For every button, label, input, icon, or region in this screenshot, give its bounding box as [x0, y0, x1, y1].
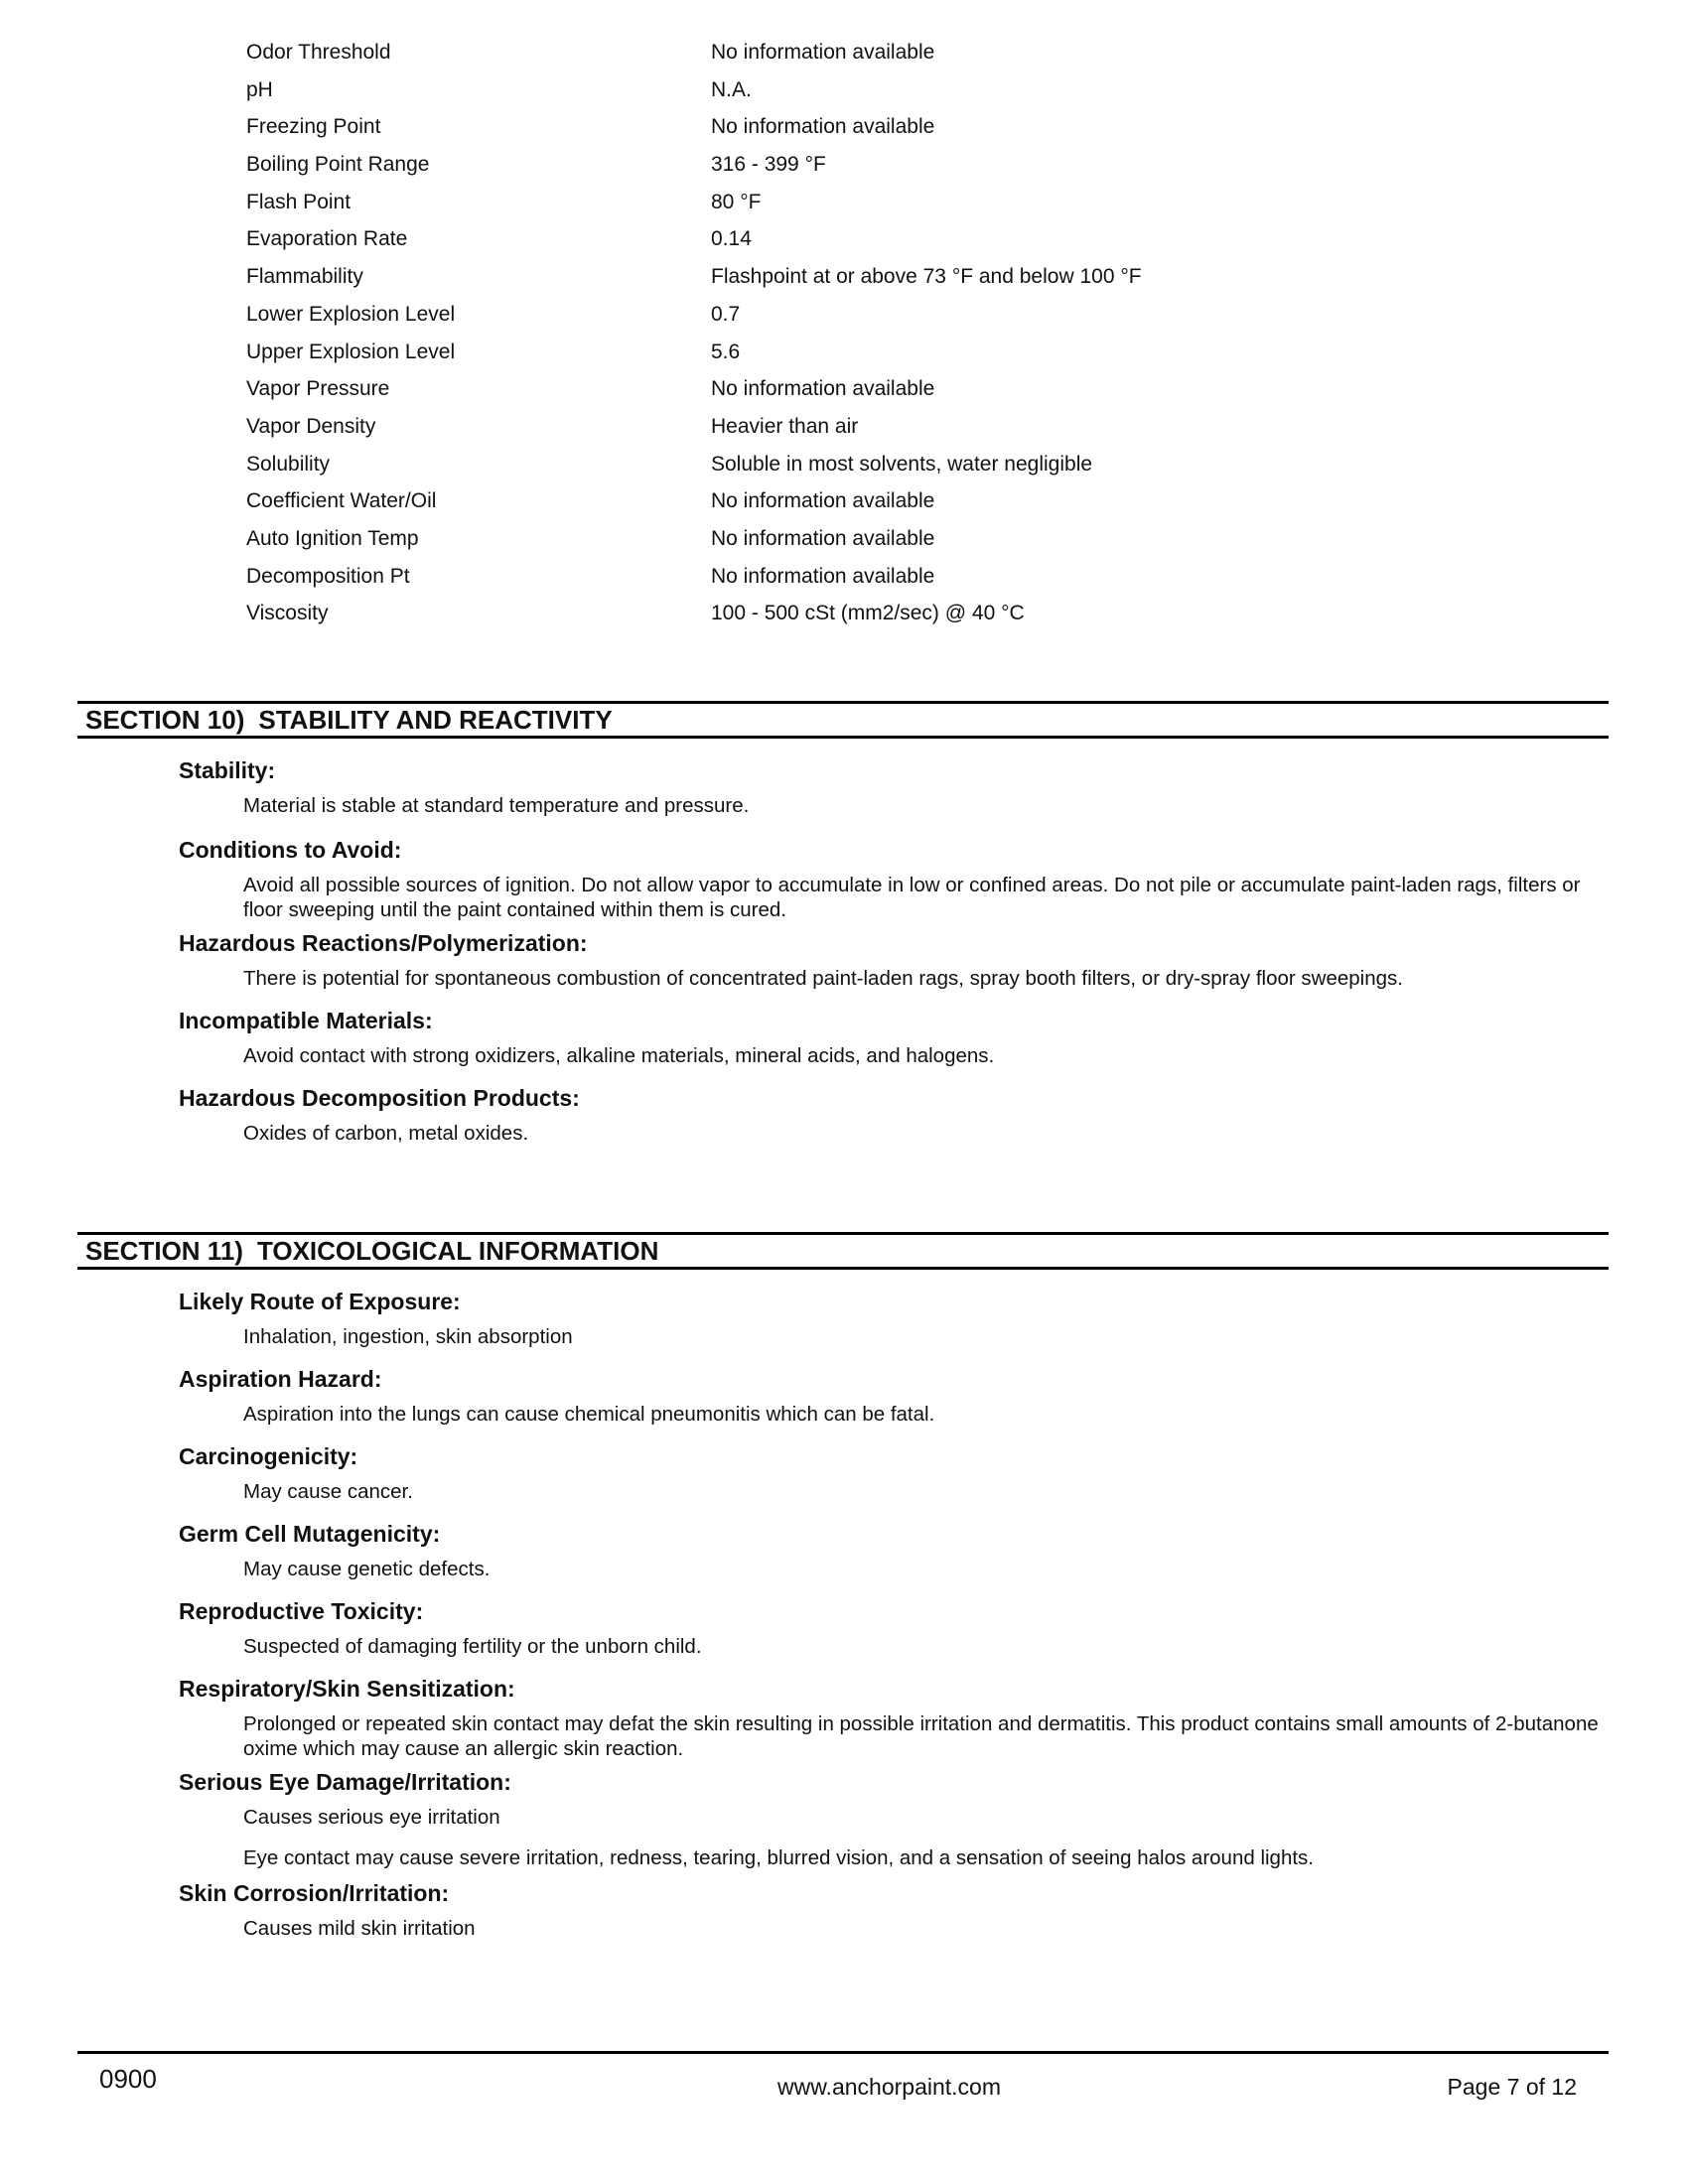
property-value: No information available — [711, 377, 935, 401]
section-title: STABILITY AND REACTIVITY — [258, 704, 613, 735]
subsection-text: Causes mild skin irritation — [243, 1917, 476, 1940]
property-value: 0.7 — [711, 302, 741, 326]
property-value: 316 - 399 °F — [711, 153, 826, 177]
property-row — [246, 40, 1537, 77]
property-row — [246, 190, 1537, 227]
website-url: www.anchorpaint.com — [777, 2074, 1001, 2100]
subsection-heading: Respiratory/Skin Sensitization: — [179, 1676, 515, 1702]
property-value: 5.6 — [711, 340, 741, 363]
property-label: Lower Explosion Level — [246, 302, 456, 326]
section-title: TOXICOLOGICAL INFORMATION — [256, 1235, 659, 1266]
section-stability-reactivity — [77, 701, 1609, 1146]
property-row — [246, 77, 1537, 115]
subsection-heading: Incompatible Materials: — [179, 1008, 433, 1033]
property-label: Freezing Point — [246, 115, 381, 139]
document-code: 0900 — [99, 2064, 157, 2094]
subsection-text: Prolonged or repeated skin contact may defat the skin resulting in possible irritation and dermatitis. This product contains small amounts of 2-butanone oxime which may cause an allergic skin reaction. — [243, 1712, 1599, 1760]
subsection-text: Aspiration into the lungs can cause chemical pneumonitis which can be fatal. — [243, 1403, 935, 1426]
section-number: SECTION 11) — [85, 1235, 243, 1266]
subsection-heading: Hazardous Reactions/Polymerization: — [179, 930, 588, 956]
section-header — [77, 701, 1609, 739]
section-number: SECTION 10) — [85, 704, 245, 735]
property-row — [246, 340, 1537, 377]
property-label: Flammability — [246, 265, 363, 289]
property-label: Auto Ignition Temp — [246, 526, 419, 550]
property-row — [246, 264, 1537, 302]
subsection-heading: Conditions to Avoid: — [179, 837, 402, 863]
property-row — [246, 488, 1537, 526]
subsection-text: Oxides of carbon, metal oxides. — [243, 1122, 529, 1145]
subsection-heading: Likely Route of Exposure: — [179, 1289, 461, 1314]
property-label: Upper Explosion Level — [246, 340, 456, 363]
property-value: No information available — [711, 489, 935, 513]
property-row — [246, 564, 1537, 602]
property-value: 100 - 500 cSt (mm2/sec) @ 40 °C — [711, 602, 1025, 625]
property-value: No information available — [711, 41, 935, 64]
property-row — [246, 452, 1537, 489]
property-value: No information available — [711, 564, 935, 588]
subsection-text: Avoid all possible sources of ignition. Do not allow vapor to accumulate in low or confined areas. Do not pile or accumulate paint-laden rags, filters or floor sweeping until the paint contained within them is cured. — [243, 874, 1581, 921]
property-value: 0.14 — [711, 227, 752, 251]
property-value: Heavier than air — [711, 414, 859, 438]
property-label: Evaporation Rate — [246, 227, 408, 251]
property-label: Solubility — [246, 452, 331, 476]
property-row — [246, 226, 1537, 264]
property-label: pH — [246, 77, 273, 101]
physical-properties-table — [246, 40, 1537, 638]
property-label: Coefficient Water/Oil — [246, 489, 437, 513]
property-label: Vapor Pressure — [246, 377, 390, 401]
property-label: Viscosity — [246, 602, 329, 625]
section-toxicological-information — [77, 1232, 1609, 1941]
property-row — [246, 376, 1537, 414]
property-row — [246, 302, 1537, 340]
subsection-heading: Carcinogenicity: — [179, 1443, 358, 1469]
subsection-text: Material is stable at standard temperature and pressure. — [243, 794, 750, 817]
property-label: Boiling Point Range — [246, 153, 430, 177]
property-row — [246, 114, 1537, 152]
subsection-text: Causes serious eye irritation — [243, 1806, 500, 1829]
subsection-heading: Skin Corrosion/Irritation: — [179, 1880, 450, 1906]
property-row — [246, 601, 1537, 638]
subsection-heading: Aspiration Hazard: — [179, 1366, 382, 1392]
subsection-text: Avoid contact with strong oxidizers, alkaline materials, mineral acids, and halogens. — [243, 1044, 995, 1067]
subsection-heading: Hazardous Decomposition Products: — [179, 1085, 580, 1111]
property-label: Odor Threshold — [246, 41, 391, 64]
subsection-heading: Reproductive Toxicity: — [179, 1598, 424, 1624]
subsection-text: May cause genetic defects. — [243, 1558, 491, 1580]
property-value: N.A. — [711, 77, 752, 101]
subsection-text: May cause cancer. — [243, 1480, 413, 1503]
section-header — [77, 1232, 1609, 1270]
subsection-text: Eye contact may cause severe irritation, redness, tearing, blurred vision, and a sensation of seeing halos around lights. — [243, 1846, 1314, 1869]
property-value: No information available — [711, 115, 935, 139]
subsection-heading: Stability: — [179, 757, 276, 783]
subsection-heading: Germ Cell Mutagenicity: — [179, 1521, 441, 1547]
property-label: Decomposition Pt — [246, 564, 410, 588]
property-value: No information available — [711, 526, 935, 550]
subsection-text: There is potential for spontaneous combustion of concentrated paint-laden rags, spray booth filters, or dry-spray floor sweepings. — [243, 967, 1403, 990]
subsection-text: Inhalation, ingestion, skin absorption — [243, 1325, 573, 1348]
property-value: 80 °F — [711, 190, 762, 213]
property-label: Flash Point — [246, 190, 352, 213]
property-label: Vapor Density — [246, 414, 376, 438]
property-value: Flashpoint at or above 73 °F and below 100 °F — [711, 265, 1142, 289]
property-row — [246, 414, 1537, 452]
property-row — [246, 526, 1537, 564]
subsection-text: Suspected of damaging fertility or the unborn child. — [243, 1635, 702, 1658]
page-footer — [77, 2051, 1609, 2114]
subsection-heading: Serious Eye Damage/Irritation: — [179, 1769, 511, 1795]
page-number: Page 7 of 12 — [1447, 2074, 1577, 2100]
property-row — [246, 152, 1537, 190]
property-value: Soluble in most solvents, water negligible — [711, 452, 1093, 476]
